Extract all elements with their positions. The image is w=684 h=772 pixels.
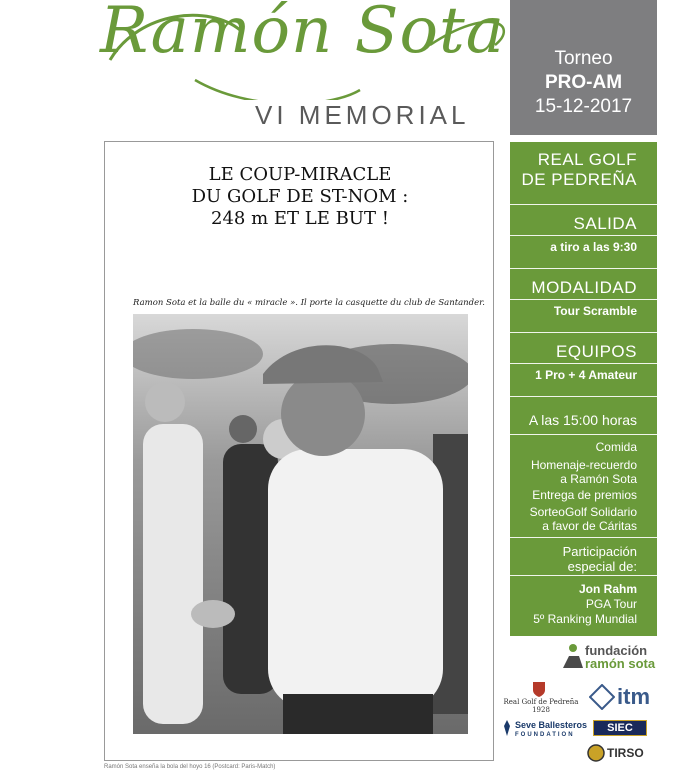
participacion-line1: Participación	[562, 544, 637, 559]
seve-line2: FOUNDATION	[515, 732, 575, 738]
divider	[510, 575, 657, 576]
event-name: PRO-AM	[544, 72, 623, 93]
divider	[510, 235, 657, 236]
event-box	[510, 0, 657, 135]
item-sorteo-line1: SorteoGolf Solidario	[529, 505, 637, 519]
article-headline	[105, 164, 495, 230]
divider	[510, 363, 657, 364]
modalidad-heading: MODALIDAD	[531, 278, 637, 297]
fundacion-golfer-icon	[559, 642, 587, 672]
sponsor-logos	[497, 640, 684, 772]
divider	[510, 537, 657, 538]
footer-caption: Ramón Sota enseña la bola del hoyo 16 (Postcard: Paris-Match)	[104, 764, 276, 770]
siec-logo: SIEC	[593, 720, 647, 736]
divider	[510, 396, 657, 397]
article-frame	[104, 141, 494, 761]
fundacion-line2: ramón sota	[585, 656, 656, 671]
guest-line1: PGA Tour	[585, 597, 637, 611]
rgp-line1: Real Golf de Pedreña	[503, 698, 579, 706]
equipos-heading: EQUIPOS	[556, 342, 637, 361]
headline-line3: 248 m ET LE BUT !	[211, 208, 389, 229]
item-homenaje-line1: Homenaje-recuerdo	[530, 458, 637, 472]
photo-caption: Ramon Sota et la balle du « miracle ». Il porte la casquette du club de Santander.	[133, 298, 485, 308]
headline-line1: LE COUP-MIRACLE	[208, 164, 392, 185]
equipos-value: 1 Pro + 4 Amateur	[535, 368, 637, 382]
venue	[510, 150, 657, 190]
modalidad-value: Tour Scramble	[553, 304, 637, 318]
rgp-line2: 1928	[532, 706, 550, 714]
item-homenaje-line2: a Ramón Sota	[560, 472, 637, 486]
tirso-circle-icon	[587, 744, 605, 762]
divider	[510, 204, 657, 205]
item-sorteo-line2: a favor de Cáritas	[542, 519, 637, 533]
guest-name: Jon Rahm	[578, 582, 637, 596]
item-comida: Comida	[595, 440, 637, 454]
seve-line1: Seve Ballesteros	[515, 720, 588, 730]
rgp-crest-icon	[531, 680, 547, 698]
participacion	[510, 544, 657, 574]
fundacion-logo	[585, 644, 655, 670]
item-homenaje	[510, 458, 657, 486]
salida-value: a tiro a las 9:30	[550, 240, 637, 254]
headline-line2: DU GOLF DE ST-NOM :	[191, 186, 409, 207]
fundacion-line1: fundación	[585, 643, 648, 658]
info-column	[510, 142, 657, 636]
item-premios: Entrega de premios	[532, 488, 637, 502]
guest	[510, 582, 657, 627]
event-date: 15-12-2017	[534, 96, 633, 117]
divider	[510, 268, 657, 269]
divider	[510, 332, 657, 333]
rgp-logo	[501, 698, 581, 714]
afternoon-heading: A las 15:00 horas	[528, 412, 637, 428]
guest-line2: 5º Ranking Mundial	[533, 612, 637, 626]
salida-heading: SALIDA	[573, 214, 637, 233]
venue-line2-text: DE PEDREÑA	[521, 170, 637, 189]
title-logo	[100, 0, 520, 100]
seve-silhouette-icon	[501, 718, 513, 738]
divider	[510, 299, 657, 300]
divider	[510, 434, 657, 435]
golfer-photo	[133, 314, 468, 734]
venue-line2	[510, 170, 637, 190]
title-text: Ramón Sota	[100, 0, 505, 68]
tirso-logo: TIRSO	[607, 746, 644, 760]
item-sorteo	[510, 505, 657, 533]
itm-logo: itm	[617, 684, 650, 709]
seve-logo	[515, 720, 587, 740]
venue-line1: REAL GOLF	[537, 150, 637, 169]
event-type: Torneo	[554, 48, 613, 69]
participacion-line2: especial de:	[567, 559, 637, 574]
subtitle: VI MEMORIAL	[255, 100, 470, 130]
itm-diamond-icon	[589, 684, 615, 710]
